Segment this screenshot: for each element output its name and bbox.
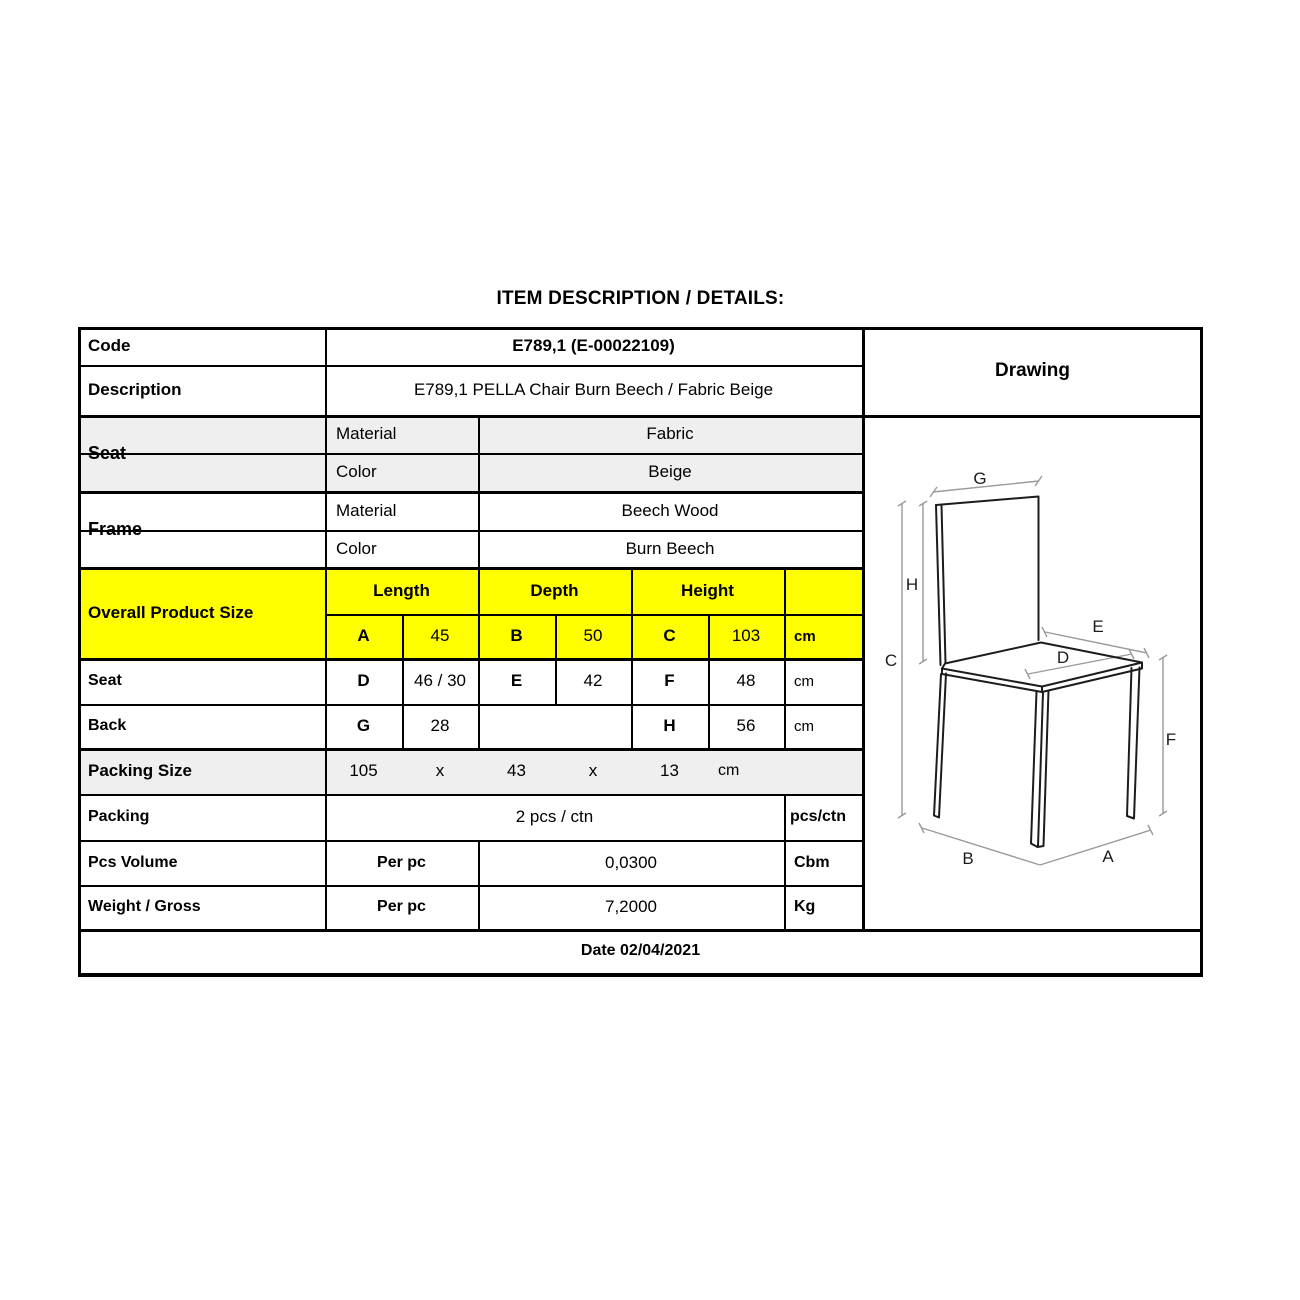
date-value: Date 02/04/2021 bbox=[580, 942, 701, 959]
packing-size-v2: 43 bbox=[507, 761, 526, 780]
dimension-letters bbox=[885, 469, 1176, 868]
grid-line bbox=[862, 327, 865, 931]
seat-color-label: Color bbox=[336, 462, 377, 481]
grid-line bbox=[784, 794, 786, 931]
dim-b-label: B bbox=[510, 626, 523, 645]
packing-size-v1: 105 bbox=[349, 761, 378, 780]
dim-f-label: F bbox=[664, 671, 675, 690]
seat-color-value: Beige bbox=[648, 462, 692, 481]
dim-letter-b: B bbox=[962, 849, 974, 868]
packing-label: Packing bbox=[88, 808, 150, 825]
pcs-volume-label: Pcs Volume bbox=[88, 853, 178, 871]
grid-line bbox=[784, 567, 786, 750]
packing-size-label: Packing Size bbox=[88, 761, 192, 780]
dim-b-value: 50 bbox=[583, 626, 603, 645]
page-title: ITEM DESCRIPTION / DETAILS: bbox=[496, 288, 785, 309]
dim-letter-h: H bbox=[905, 575, 919, 594]
dim-f-value: 48 bbox=[736, 671, 756, 690]
grid-line bbox=[78, 327, 81, 977]
packing-size-x2: x bbox=[588, 761, 598, 780]
dim-e-value: 42 bbox=[583, 671, 603, 690]
description-label: Description bbox=[88, 380, 182, 399]
packing-value: 2 pcs / ctn bbox=[515, 807, 594, 826]
back-dims-unit: cm bbox=[794, 717, 814, 735]
frame-label: Frame bbox=[88, 519, 143, 539]
seat-label: Seat bbox=[88, 443, 127, 463]
dim-c-value: 103 bbox=[731, 626, 761, 645]
dim-e-label: E bbox=[510, 671, 523, 690]
drawing-header: Drawing bbox=[995, 360, 1070, 381]
frame-material-label: Material bbox=[336, 500, 397, 520]
height-header: Height bbox=[681, 580, 734, 600]
dim-h-label: H bbox=[663, 716, 676, 735]
packing-size-unit: cm bbox=[718, 762, 740, 779]
dim-letter-f: F bbox=[1165, 730, 1177, 749]
code-label: Code bbox=[88, 336, 131, 355]
packing-unit: pcs/ctn bbox=[790, 808, 847, 825]
weight-value: 7,2000 bbox=[605, 897, 657, 916]
dim-g-label: G bbox=[356, 716, 371, 735]
length-header: Length bbox=[373, 580, 430, 600]
weight-label: Weight / Gross bbox=[88, 898, 201, 915]
seat-dims-unit: cm bbox=[794, 672, 814, 690]
description-value: E789,1 PELLA Chair Burn Beech / Fabric Beige bbox=[413, 380, 774, 399]
dim-letter-g: G bbox=[973, 469, 987, 488]
dim-h-value: 56 bbox=[736, 716, 756, 735]
dim-letter-e: E bbox=[1092, 617, 1104, 636]
seat-material-value: Fabric bbox=[646, 424, 694, 443]
frame-color-label: Color bbox=[336, 538, 377, 558]
code-value: E789,1 (E-00022109) bbox=[512, 336, 675, 355]
seat-dims-label: Seat bbox=[88, 672, 122, 689]
dim-c-label: C bbox=[663, 626, 676, 645]
packing-size-x1: x bbox=[435, 761, 445, 780]
weight-per: Per pc bbox=[377, 898, 426, 915]
weight-unit: Kg bbox=[794, 898, 816, 915]
grid-line bbox=[78, 973, 1203, 977]
dim-d-label: D bbox=[357, 671, 370, 690]
chair-drawing bbox=[870, 450, 1210, 890]
dim-a-label: A bbox=[357, 626, 370, 645]
dim-g-value: 28 bbox=[430, 716, 450, 735]
pcs-volume-value: 0,0300 bbox=[605, 852, 657, 872]
back-dims-label: Back bbox=[88, 717, 127, 734]
packing-size-v3: 13 bbox=[660, 761, 679, 780]
depth-header: Depth bbox=[530, 580, 579, 600]
dim-letter-a: A bbox=[1102, 847, 1114, 866]
overall-unit: cm bbox=[794, 627, 816, 645]
pcs-volume-per: Per pc bbox=[377, 853, 426, 871]
pcs-volume-unit: Cbm bbox=[794, 853, 830, 871]
dim-letter-c: C bbox=[884, 651, 898, 670]
dim-a-value: 45 bbox=[430, 626, 450, 645]
frame-material-value: Beech Wood bbox=[621, 500, 719, 520]
dim-letter-d: D bbox=[1056, 648, 1070, 667]
overall-size-label: Overall Product Size bbox=[88, 602, 254, 622]
dim-d-value: 46 / 30 bbox=[414, 671, 466, 690]
frame-color-value: Burn Beech bbox=[625, 538, 715, 558]
seat-material-label: Material bbox=[336, 424, 397, 443]
